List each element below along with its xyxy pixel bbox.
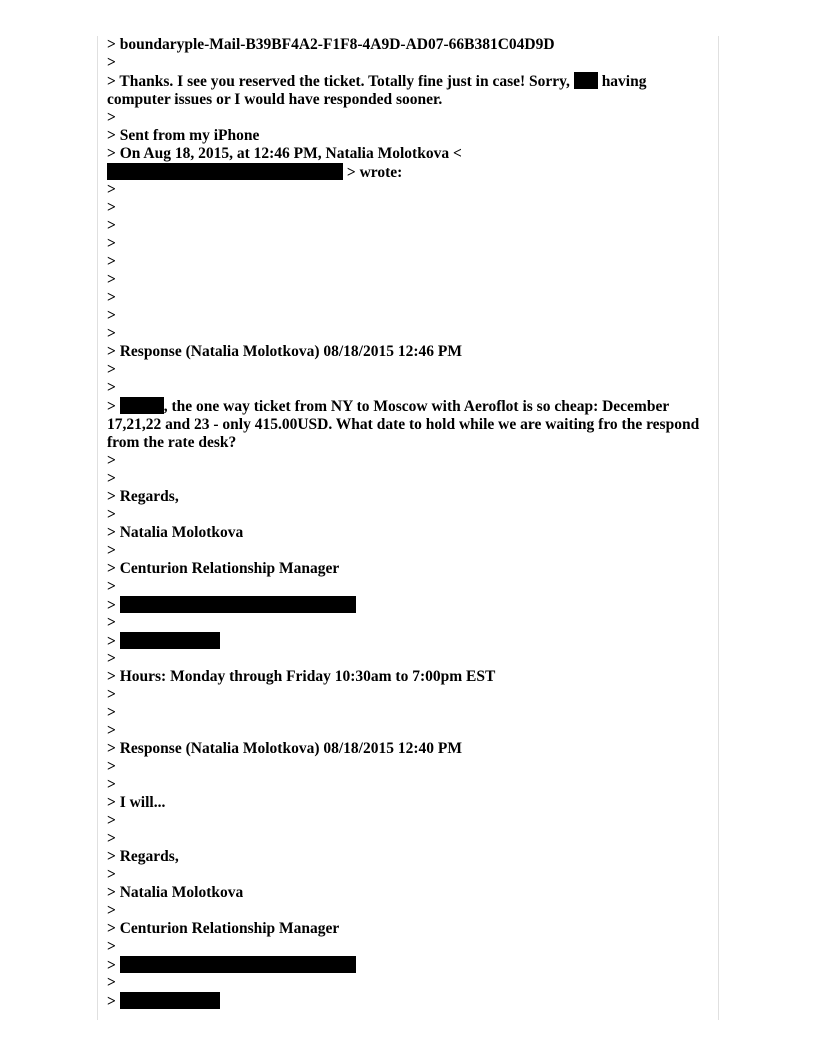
email-thread (107, 36, 707, 1010)
quote-marker: > (107, 379, 116, 396)
quote-marker: > (107, 235, 116, 252)
signature-name: > Natalia Molotkova (107, 524, 244, 541)
redacted-marker: > (107, 957, 116, 974)
quote-marker: > (107, 650, 116, 667)
hours-line: > Hours: Monday through Friday 10:30am to 7:00pm EST (107, 668, 496, 685)
redacted-phone-line (107, 632, 707, 650)
quote-marker: > (107, 506, 116, 523)
i-will-line: > I will... (107, 794, 166, 811)
quote-marker: > (107, 776, 116, 793)
ticket-text: , the one way ticket from NY to Moscow with Aeroflot is so cheap: December 17,21,22 and 23 - only 415.00USD. What date to hold while we are waiting fro the respond from the rate desk? (107, 398, 700, 451)
response-header: > Response (Natalia Molotkova) 08/18/2015 12:40 PM (107, 740, 462, 757)
quote-marker: > (107, 722, 116, 739)
wrote-text: > wrote: (346, 164, 403, 181)
quote-marker: > (107, 271, 116, 288)
quote-marker: > (107, 974, 116, 991)
wrote-line (107, 163, 707, 181)
thanks-text-part2: having computer issues or I would have responded sooner. (107, 73, 647, 108)
quote-marker: > (107, 54, 116, 71)
quote-marker: > (107, 307, 116, 324)
redaction-block (120, 632, 220, 649)
quote-marker: > (107, 812, 116, 829)
redacted-marker: > (107, 993, 116, 1010)
redacted-phone-line (107, 992, 707, 1010)
quote-marker: > (107, 325, 116, 342)
quote-marker: > (107, 704, 116, 721)
thanks-text-part1: > Thanks. I see you reserved the ticket. Totally fine just in case! Sorry, (107, 73, 570, 90)
ticket-marker: > (107, 398, 116, 415)
response-header: > Response (Natalia Molotkova) 08/18/2015 12:46 PM (107, 343, 462, 360)
page-frame-left (97, 36, 98, 1020)
redacted-email-line (107, 956, 707, 974)
quote-marker: > (107, 542, 116, 559)
redacted-marker: > (107, 597, 116, 614)
quote-marker: > (107, 253, 116, 270)
sent-from-line: > Sent from my iPhone (107, 127, 260, 144)
quote-marker: > (107, 830, 116, 847)
ticket-message (107, 397, 707, 452)
signature-name: > Natalia Molotkova (107, 884, 244, 901)
quote-marker: > (107, 361, 116, 378)
quote-marker: > (107, 866, 116, 883)
quote-marker: > (107, 199, 116, 216)
redacted-email-line (107, 596, 707, 614)
quote-marker: > (107, 109, 116, 126)
quote-marker: > (107, 452, 116, 469)
quote-marker: > (107, 938, 116, 955)
regards-line: > Regards, (107, 848, 179, 865)
quote-marker: > (107, 289, 116, 306)
quote-marker: > (107, 181, 116, 198)
quote-marker: > (107, 614, 116, 631)
on-date-line: > On Aug 18, 2015, at 12:46 PM, Natalia Molotkova < (107, 145, 462, 162)
redaction-block (120, 397, 164, 414)
mime-boundary-line: > boundaryple-Mail-B39BF4A2-F1F8-4A9D-AD07-66B381C04D9D (107, 36, 555, 53)
signature-title: > Centurion Relationship Manager (107, 560, 340, 577)
redacted-marker: > (107, 633, 116, 650)
quote-marker: > (107, 758, 116, 775)
regards-line: > Regards, (107, 488, 179, 505)
page-frame-right (718, 36, 719, 1020)
quote-marker: > (107, 470, 116, 487)
redaction-block (574, 72, 598, 89)
redaction-block (120, 596, 356, 613)
quote-marker: > (107, 686, 116, 703)
quote-marker: > (107, 217, 116, 234)
quote-marker: > (107, 902, 116, 919)
redaction-block (120, 992, 220, 1009)
thanks-message (107, 72, 707, 109)
quote-marker: > (107, 578, 116, 595)
redaction-block (120, 956, 356, 973)
redaction-block (107, 163, 343, 180)
signature-title: > Centurion Relationship Manager (107, 920, 340, 937)
